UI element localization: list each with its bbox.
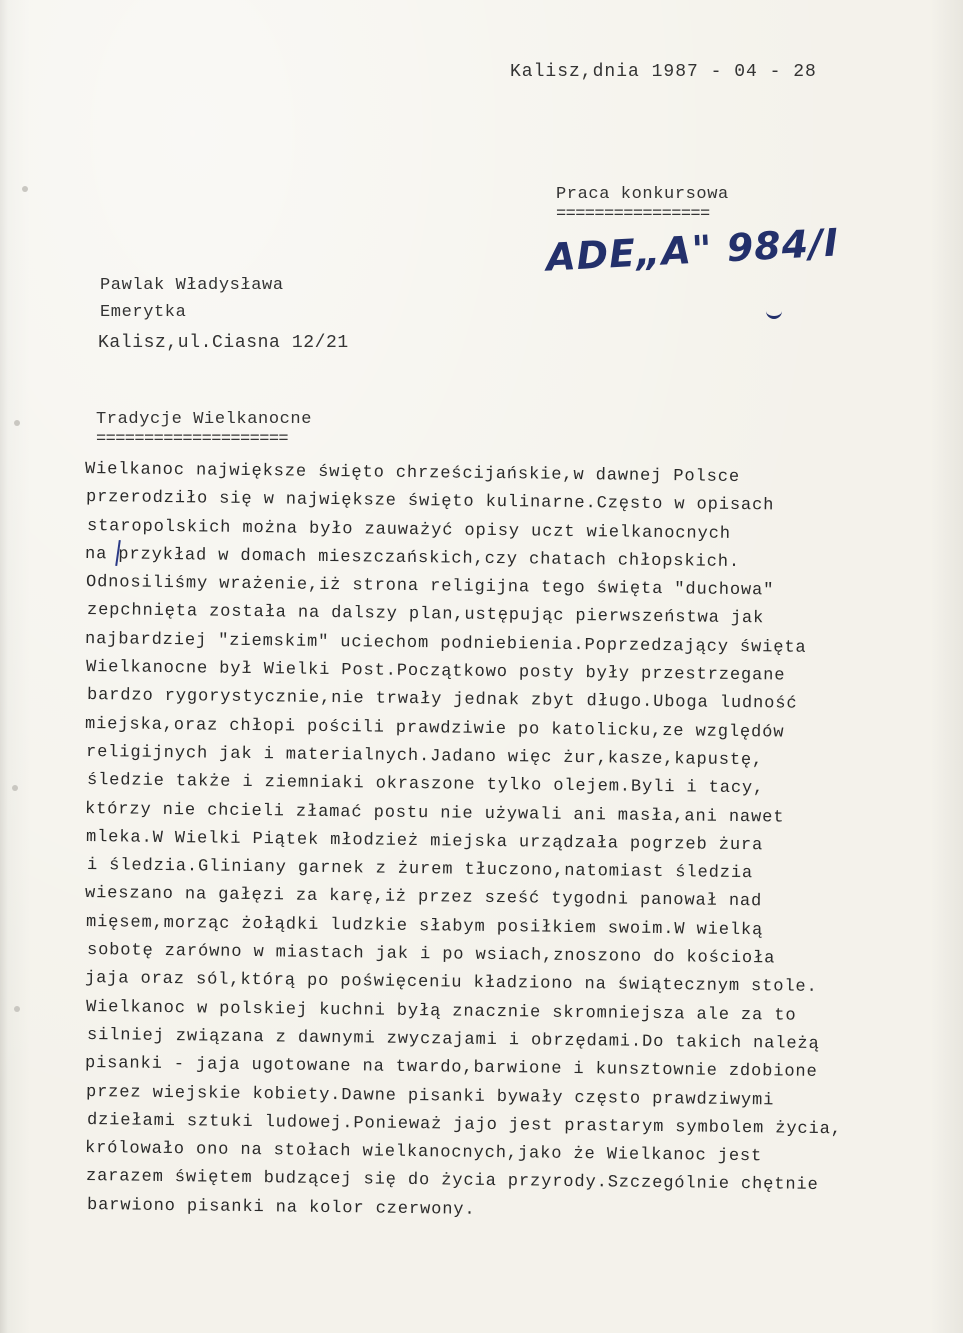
body-line: na przykład w domach mieszczańskich,czy chatach chłopskich. bbox=[84, 544, 741, 572]
punch-mark bbox=[12, 785, 18, 791]
body-line: Wielkanoc największe święto chrześcijańskie,w dawnej Polsce bbox=[84, 459, 741, 487]
author-name: Pawlak Władysława bbox=[100, 276, 284, 295]
body-line: zepchnięta została na dalszy plan,ustępując pierwszeństwa jak bbox=[86, 601, 765, 629]
body-line: wieszano na gałęzi za karę,iż przez sześć tygodni panował nad bbox=[84, 884, 763, 912]
body-line: Wielkanoc w polskiej kuchni byłą znacznie skromniejsza ale za to bbox=[85, 997, 797, 1026]
body-line: Wielkanocne był Wielki Post.Początkowo posty były przestrzegane bbox=[85, 658, 786, 686]
body-line: mleka.W Wielki Piątek młodzież miejska urządzała pogrzeb żura bbox=[85, 827, 764, 856]
body-line: królowało ono na stołach wielkanocnych,jako że Wielkanoc jest bbox=[84, 1139, 763, 1167]
body-line: silniej związana z dawnymi zwyczajami i obrzędami.Do takich należą bbox=[86, 1025, 820, 1054]
body-line: religijnych jak i materialnych.Jadano więc żur,kasze,kapustę, bbox=[85, 742, 764, 771]
author-address: Kalisz,ul.Ciasna 12/21 bbox=[98, 333, 349, 353]
body-line: bardzo rygorystycznie,nie trwały jednak zbyt długo.Uboga ludność bbox=[86, 686, 798, 715]
author-occupation: Emerytka bbox=[100, 303, 187, 322]
body-line: Odnosiliśmy wrażenie,iż strona religijna tego święta "duchowa" bbox=[85, 573, 775, 601]
body-line: miejska,oraz chłopi pościli prawdziwie po katolicku,ze względów bbox=[84, 714, 785, 743]
title-underline: ==================== bbox=[96, 430, 289, 449]
body-line: mięsem,morząc żołądki ludzkie słabym posiłkiem swoim.W wielką bbox=[85, 912, 764, 941]
contest-underline: ================ bbox=[556, 205, 710, 224]
date-line: Kalisz,dnia 1987 - 04 - 28 bbox=[510, 62, 817, 82]
body-line: pisanki - jaja ugotowane na twardo,barwione i kunsztownie zdobione bbox=[84, 1054, 818, 1083]
punch-mark bbox=[14, 420, 20, 426]
body-line: jaja oraz sól,którą po poświęceniu kładziono na świątecznym stole. bbox=[84, 969, 818, 998]
body-line: którzy nie chcieli złamać postu nie używali ani masła,ani nawet bbox=[84, 799, 785, 828]
body-line: sobotę zarówno w miastach jak i po wsiach,znoszono do kościoła bbox=[86, 941, 776, 969]
punch-mark bbox=[14, 1006, 20, 1012]
body-line: i śledzia.Gliniany garnek z żurem tłuczono,natomiast śledzia bbox=[86, 856, 754, 884]
document-title: Tradycje Wielkanocne bbox=[96, 410, 313, 429]
handwritten-archive-mark: ADE„A" 984/I bbox=[545, 220, 841, 280]
contest-label: Praca konkursowa bbox=[556, 185, 729, 204]
body-text bbox=[86, 456, 906, 1220]
body-line: zarazem świętem budzącej się do życia przyrody.Szczególnie chętnie bbox=[85, 1167, 819, 1196]
body-line: dziełami sztuki ludowej.Ponieważ jajo jest prastarym symbolem życia, bbox=[86, 1110, 842, 1140]
handwritten-hook-mark bbox=[766, 306, 782, 319]
body-line: przez wiejskie kobiety.Dawne pisanki bywały często prawdziwymi bbox=[85, 1082, 775, 1110]
punch-mark bbox=[22, 186, 28, 192]
body-line: śledzie także i ziemniaki okraszone tylko olejem.Byli i tacy, bbox=[86, 771, 765, 799]
body-line: przerodziło się w największe święto kulinarne.Często w opisach bbox=[85, 488, 775, 516]
body-line: najbardziej "ziemskim" uciechom podniebienia.Poprzedzający święta bbox=[84, 629, 807, 658]
body-line: barwiono pisanki na kolor czerwony. bbox=[86, 1195, 476, 1220]
body-line: staropolskich można było zauważyć opisy uczt wielkanocnych bbox=[86, 516, 731, 544]
